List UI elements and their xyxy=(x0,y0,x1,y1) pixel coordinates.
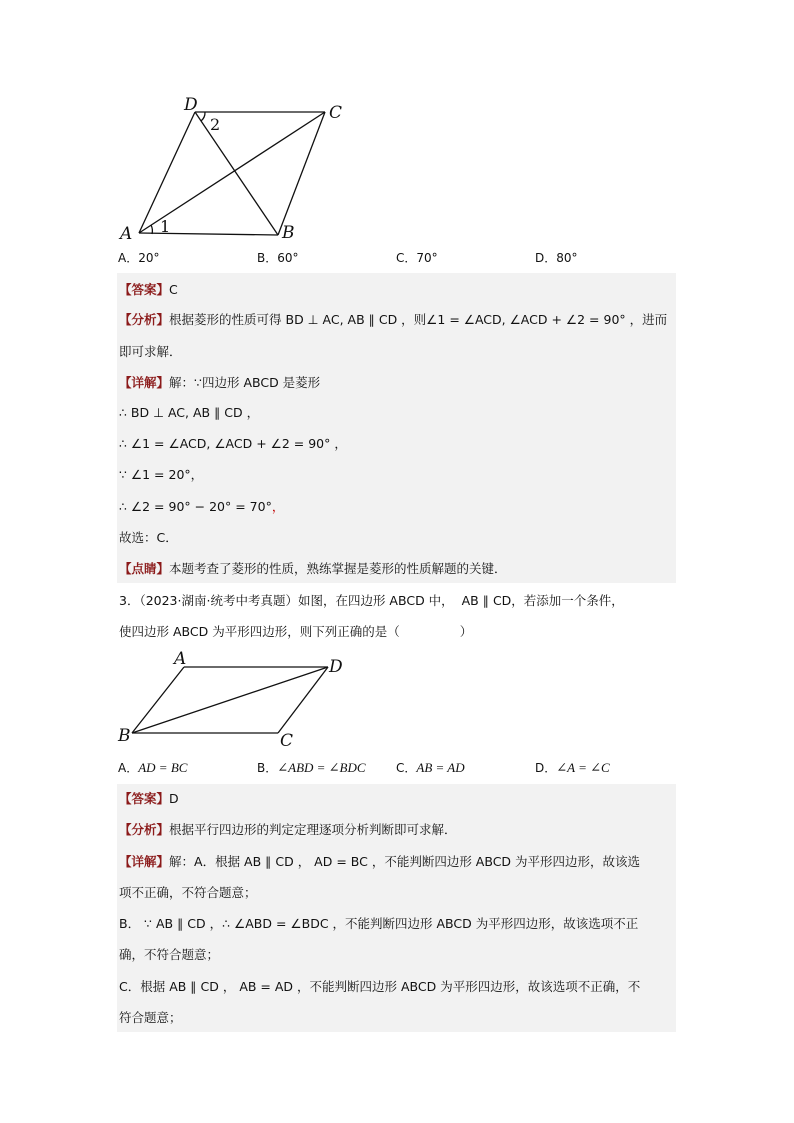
q3-stem-line1: 3．（2023·湖南·统考中考真题）如图，在四边形 ABCD 中， AB ∥ CD，若添加一个条件， xyxy=(119,593,624,608)
q2-analysis-line1: 【分析】根据菱形的性质可得 BD ⊥ AC, AB ∥ CD ，则∠1 = ∠ACD, ∠ACD + ∠2 = 90° ，进而 xyxy=(119,312,668,327)
q3-option-c[interactable]: C．AB = AD xyxy=(396,760,465,775)
q3-option-b[interactable]: B．∠ABD = ∠BDC xyxy=(257,760,366,775)
q2-detail-line6: 故选：C． xyxy=(119,530,178,545)
side-cb xyxy=(278,112,325,235)
q3-answer: 【答案】D xyxy=(119,791,179,806)
angle2-arc xyxy=(201,112,205,121)
label-d: D xyxy=(329,657,343,677)
q2-comment: 【点睛】本题考查了菱形的性质，熟练掌握是菱形的性质解题的关键． xyxy=(119,561,507,576)
side-ab xyxy=(132,667,184,733)
q3-option-d[interactable]: D．∠A = ∠C xyxy=(535,760,610,775)
label-b: B xyxy=(118,726,131,746)
label-a: A xyxy=(120,224,133,244)
label-a: A xyxy=(174,649,187,669)
label-d: D xyxy=(184,95,198,115)
label-c: C xyxy=(329,103,343,123)
label-angle1: 1 xyxy=(160,217,171,236)
label-angle2: 2 xyxy=(210,115,221,134)
q2-detail-line3: ∴ ∠1 = ∠ACD, ∠ACD + ∠2 = 90° ， xyxy=(119,436,347,451)
q2-detail-line4: ∵ ∠1 = 20°， xyxy=(119,467,204,482)
rhombus-figure xyxy=(110,92,370,252)
q2-options xyxy=(118,249,678,269)
diagonal-bd xyxy=(195,112,278,235)
quadrilateral-figure xyxy=(110,646,360,756)
q3-option-a[interactable]: A．AD = BC xyxy=(118,760,188,775)
q2-option-b[interactable]: B．60° xyxy=(257,251,299,265)
label-b: B xyxy=(282,223,295,243)
q2-option-a[interactable]: A．20° xyxy=(118,251,160,265)
q2-analysis-line2: 即可求解． xyxy=(119,344,182,359)
q2-option-c[interactable]: C．70° xyxy=(396,251,438,265)
q2-detail-line2: ∴ BD ⊥ AC, AB ∥ CD ， xyxy=(119,405,260,420)
q3-detail-line3: B． ∵ AB ∥ CD ，∴ ∠ABD = ∠BDC ，不能判断四边形 ABCD 为平形四边形，故该选项不正 xyxy=(119,916,639,931)
q3-detail-line6: 符合题意； xyxy=(119,1010,182,1025)
q2-detail-line1: 【详解】解：∵四边形 ABCD 是菱形 xyxy=(119,375,321,390)
diagonal-bd xyxy=(132,667,328,733)
q3-detail-line1: 【详解】解：A．根据 AB ∥ CD ， AD = BC ，不能判断四边形 ABCD 为平形四边形，故该选 xyxy=(119,854,641,869)
side-cd xyxy=(278,667,328,733)
q2-option-d[interactable]: D．80° xyxy=(535,251,578,265)
q3-options xyxy=(118,759,678,779)
q3-analysis: 【分析】根据平行四边形的判定定理逐项分析判断即可求解． xyxy=(119,822,457,837)
q3-stem-line2: 使四边形 ABCD 为平形四边形，则下列正确的是（ ） xyxy=(119,624,473,639)
q3-detail-line5: C．根据 AB ∥ CD ， AB = AD ，不能判断四边形 ABCD 为平形四边形，故该选项不正确，不 xyxy=(119,979,641,994)
q2-answer: 【答案】C xyxy=(119,282,178,297)
q3-detail-line4: 确，不符合题意； xyxy=(119,947,220,962)
q3-detail-line2: 项不正确，不符合题意； xyxy=(119,885,257,900)
q2-detail-line5: ∴ ∠2 = 90° − 20° = 70°， xyxy=(119,499,285,514)
label-c: C xyxy=(280,731,294,751)
